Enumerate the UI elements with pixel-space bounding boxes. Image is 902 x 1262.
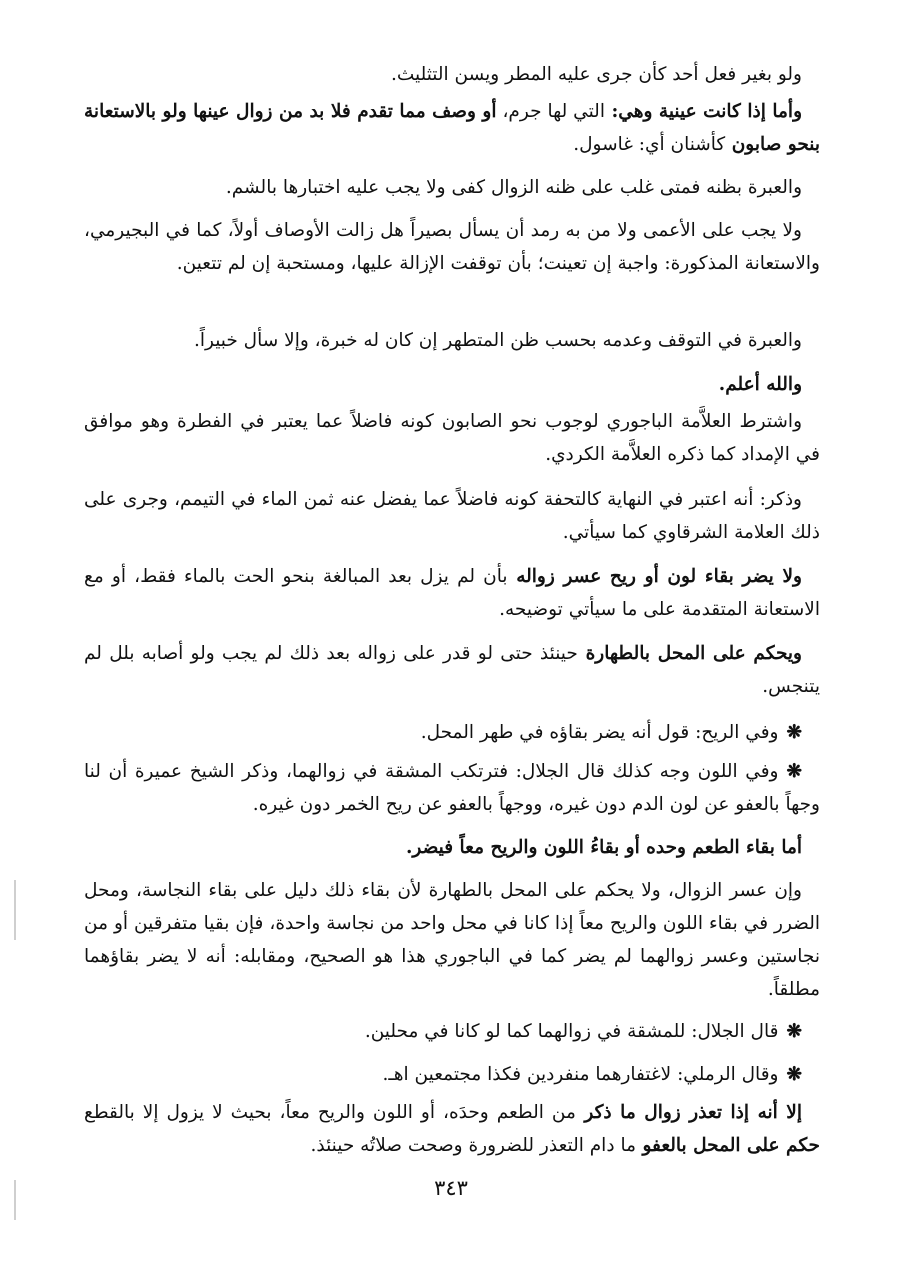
bullet-star-icon: ❋ [786,722,802,743]
paragraph [84,171,820,204]
text-segment: التي لها جرم، [496,101,605,122]
paragraph [84,58,820,91]
text-segment: وإن عسر الزوال، ولا يحكم على المحل بالطهارة لأن بقاء ذلك دليل على بقاء النجاسة، ومحل الضرر في بقاء اللون والريح معاً إذا كانا في محل واحد من نجاسة واحدة، فإن بقيا متفرقين أو من نجاستين وعسر زوالهما لم يضر كما في الباجوري هذا هو الصحيح، ومقابله: أنه لا يضر بقاؤهما مطلقاً. [84,880,820,1000]
paragraph [84,1096,820,1162]
paragraph [84,405,820,471]
bullet-star-icon: ❋ [786,1021,802,1042]
text-segment: بأن لم يزل بعد المبالغة بنحو الحت بالماء فقط، أو مع الاستعانة المتقدمة على ما سيأتي توضيحه. [84,566,820,620]
text-segment: وذكر: أنه اعتبر في النهاية كالتحفة كونه فاضلاً عما يفضل عنه ثمن الماء في التيمم، وجرى على ذلك العلامة الشرقاوي كما سيأتي. [84,489,820,543]
text-segment: واشترط العلاَّمة الباجوري لوجوب نحو الصابون كونه فاضلاً عما يعتبر في الفطرة وهو موافق في الإمداد كما ذكره العلاَّمة الكردي. [84,411,820,465]
paragraph [84,637,820,703]
paragraph [84,483,820,549]
bold-text-segment: أو وصف مما تقدم فلا بد من زوال عينها ولو بالاستعانة بنحو صابون [84,101,820,155]
text-segment: والعبرة في التوقف وعدمه بحسب ظن المتطهر إن كان له خبرة، وإلا سأل خبيراً. [193,330,802,351]
text-segment: ولا يجب على الأعمى ولا من به رمد أن يسأل بصيراً هل زالت الأوصاف أولاً، كما في البجيرمي، والاستعانة المذكورة: واجبة إن تعينت؛ بأن توقفت الإزالة عليها، ومستحبة إن لم تتعين. [84,220,820,274]
paragraph [84,324,820,357]
bullet-paragraph [84,1058,820,1091]
text-segment: كأشنان أي: غاسول. [573,134,726,155]
text-segment: وقال الرملي: لاغتفارهما منفردين فكذا مجتمعين اهـ. [382,1064,779,1085]
bold-text-segment: والله أعلم. [718,374,802,395]
bullet-paragraph [84,1015,820,1048]
text-segment: ولو بغير فعل أحد كأن جرى عليه المطر ويسن التثليث. [390,64,802,85]
bullet-star-icon: ❋ [786,761,802,782]
bold-text-segment: أما بقاء الطعم وحده أو بقاءُ اللون والريح معاً فيضر. [405,837,802,858]
text-segment: ما دام التعذر للضرورة وصحت صلاتُه حينئذ. [310,1135,636,1156]
paragraph [84,831,820,864]
bold-text-segment: إلا أنه إذا تعذر زوال ما ذكر [575,1102,803,1123]
paragraph [84,95,820,161]
paragraph [84,874,820,1006]
text-segment: قال الجلال: للمشقة في زوالهما كما لو كانا في محلين. [364,1021,779,1042]
scan-edge-mark [14,880,16,940]
paragraph [84,560,820,626]
bold-text-segment: وأما إذا كانت عينية وهي: [604,101,802,122]
bullet-paragraph [84,716,820,749]
bold-text-segment: ويحكم على المحل بالطهارة [577,643,802,664]
paragraph [84,214,820,280]
text-segment: وفي الريح: قول أنه يضر بقاؤه في طهر المحل. [420,722,779,743]
text-segment: وفي اللون وجه كذلك قال الجلال: فترتكب المشقة في زوالهما، وذكر الشيخ عميرة أن لنا وجهاً بالعفو عن لون الدم دون غيره، ووجهاً بالعفو عن ريح الخمر دون غيره. [84,761,820,815]
text-segment: حينئذ حتى لو قدر على زواله بعد ذلك لم يجب ولو أصابه بلل لم يتنجس. [84,643,820,697]
bold-text-segment: حكم على المحل بالعفو [636,1135,820,1156]
text-segment: والعبرة بظنه فمتى غلب على ظنه الزوال كفى ولا يجب عليه اختبارها بالشم. [225,177,802,198]
bullet-paragraph [84,755,820,821]
bullet-star-icon: ❋ [786,1064,802,1085]
paragraph [84,368,820,401]
text-segment: من الطعم وحدَه، أو اللون والريح معاً، بحيث لا يزول إلا بالقطع [84,1102,576,1123]
bold-text-segment: ولا يضر بقاء لون أو ريح عسر زواله [507,566,802,587]
page-number: ٣٤٣ [434,1176,468,1200]
